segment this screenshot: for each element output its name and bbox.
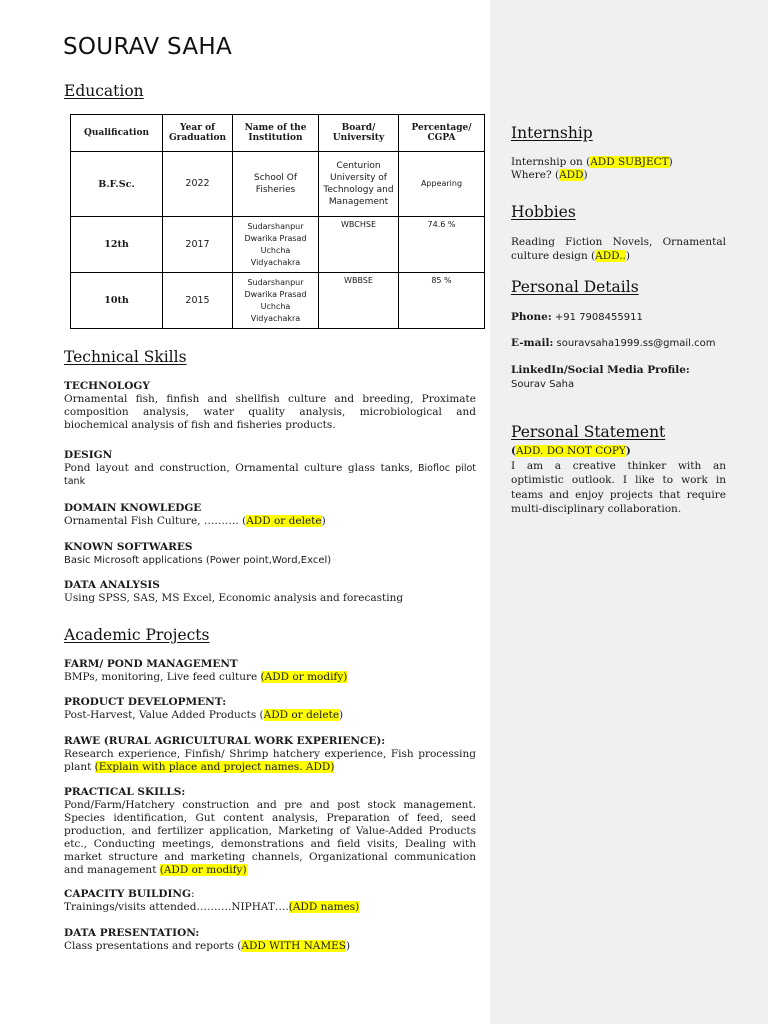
table-header-cell: Year of Graduation	[163, 115, 233, 152]
table-cell: 2017	[163, 217, 233, 273]
table-header-cell: Name of the Institution	[233, 115, 319, 152]
capacity-placeholder: (ADD names)	[288, 901, 360, 913]
domain-text: Ornamental Fish Culture, ………. (	[64, 515, 247, 527]
table-header-cell: Qualification	[71, 115, 163, 152]
domain-label: DOMAIN KNOWLEDGE	[64, 502, 202, 514]
internship-where-placeholder: ADD	[559, 169, 584, 181]
domain-close: )	[321, 515, 326, 527]
practical-label: PRACTICAL SKILLS:	[64, 786, 186, 798]
practical-block	[64, 786, 476, 877]
table-cell: 12th	[71, 217, 163, 273]
technical-skills-heading: Technical Skills	[64, 348, 187, 366]
farm-placeholder: (ADD or modify)	[260, 671, 348, 683]
rawe-text: Research experience, Finfish/ Shrimp hatchery experience, Fish processing plant	[64, 748, 476, 773]
product-text: Post-Harvest, Value Added Products (	[64, 709, 264, 721]
design-text: Pond layout and construction, Ornamental culture glass tanks,	[64, 462, 413, 474]
domain-block	[64, 502, 476, 528]
domain-placeholder: ADD or delete	[246, 515, 322, 527]
practical-text: Pond/Farm/Hatchery construction and pre and post stock management. Species identification, Gut content analysis, Preparation of feed, seed production, and fertilizer application, Marketing of Value-Added Products etc., Conducting meetings, demonstrations and field visits, Dealing with market structure and marketing channels, Organizational communication and management	[64, 799, 476, 876]
table-header-cell: Percentage/ CGPA	[399, 115, 485, 152]
statement-placeholder: ADD. DO NOT COPY	[515, 445, 626, 457]
phone-label: Phone:	[511, 311, 552, 323]
statement-open: (	[511, 445, 516, 457]
technology-label: TECHNOLOGY	[64, 380, 150, 392]
table-cell: 2022	[163, 152, 233, 217]
table-cell: 74.6 %	[399, 217, 485, 273]
product-placeholder: ADD or delete	[263, 709, 340, 721]
product-label: PRODUCT DEVELOPMENT:	[64, 696, 227, 708]
hobbies-block	[511, 235, 726, 263]
table-cell: 10th	[71, 273, 163, 329]
presentation-label: DATA PRESENTATION:	[64, 927, 200, 939]
hobbies-heading: Hobbies	[511, 203, 576, 221]
internship-heading: Internship	[511, 124, 593, 142]
email-label: E-mail:	[511, 337, 554, 349]
linkedin-value: Sourav Saha	[511, 379, 575, 390]
internship-subject-placeholder: ADD SUBJECT	[590, 156, 669, 168]
design-block	[64, 449, 476, 488]
statement-close: )	[625, 445, 631, 457]
product-close: )	[339, 709, 344, 721]
capacity-colon: :	[190, 888, 195, 900]
software-label: KNOWN SOFTWARES	[64, 541, 193, 553]
software-block	[64, 541, 476, 567]
table-header-cell: Board/ University	[319, 115, 399, 152]
design-text-extra: Biofloc pilot tank	[64, 463, 476, 487]
phone-line	[511, 310, 726, 325]
table-cell: B.F.Sc.	[71, 152, 163, 217]
academic-projects-heading: Academic Projects	[64, 626, 210, 644]
software-text: Basic Microsoft applications (Power point,Word,Excel)	[64, 555, 332, 566]
table-cell: Centurion University of Technology and Management	[319, 152, 399, 217]
table-cell: 2015	[163, 273, 233, 329]
education-table	[70, 114, 485, 329]
table-row	[71, 273, 485, 329]
farm-label: FARM/ POND MANAGEMENT	[64, 658, 238, 670]
candidate-name: SOURAV SAHA	[63, 34, 232, 60]
rawe-block	[64, 735, 476, 774]
linkedin-label: LinkedIn/Social Media Profile:	[511, 364, 690, 376]
presentation-block	[64, 927, 476, 953]
table-cell: Appearing	[399, 152, 485, 217]
rawe-placeholder: (Explain with place and project names. ADD)	[94, 761, 335, 773]
statement-text: I am a creative thinker with an optimistic outlook. I like to work in teams and enjoy projects that require multi-disciplinary collaboration.	[511, 459, 726, 515]
table-row	[71, 217, 485, 273]
presentation-text: Class presentations and reports (	[64, 940, 242, 952]
table-header-row	[71, 115, 485, 152]
email-value[interactable]: souravsaha1999.ss@gmail.com	[553, 338, 716, 349]
table-cell: 85 %	[399, 273, 485, 329]
internship-subject-text: Internship on (	[511, 156, 591, 168]
email-line	[511, 336, 726, 351]
presentation-placeholder: ADD WITH NAMES	[241, 940, 346, 952]
internship-close: )	[668, 156, 673, 168]
personal-statement-block	[511, 444, 726, 517]
presentation-close: )	[345, 940, 351, 952]
personal-statement-heading: Personal Statement	[511, 423, 666, 441]
technology-block	[64, 380, 476, 432]
capacity-label: CAPACITY BUILDING	[64, 888, 191, 900]
capacity-text: Trainings/visits attended……….NIPHAT….	[64, 901, 289, 913]
table-cell: Sudarshanpur Dwarika Prasad Uchcha Vidyachakra	[233, 217, 319, 273]
hobbies-close: )	[625, 250, 630, 262]
internship-where-text: Where? (	[511, 169, 560, 181]
personal-details-heading: Personal Details	[511, 278, 639, 296]
practical-placeholder: (ADD or modify)	[159, 864, 247, 876]
education-heading: Education	[64, 82, 144, 100]
farm-block	[64, 658, 476, 684]
linkedin-line	[511, 363, 726, 393]
rawe-label: RAWE (RURAL AGRICULTURAL WORK EXPERIENCE):	[64, 735, 386, 747]
product-block	[64, 696, 476, 722]
internship-block	[511, 155, 726, 182]
data-analysis-label: DATA ANALYSIS	[64, 579, 160, 591]
design-label: DESIGN	[64, 449, 113, 461]
data-analysis-text: Using SPSS, SAS, MS Excel, Economic analysis and forecasting	[64, 592, 404, 604]
table-row	[71, 152, 485, 217]
data-analysis-block	[64, 579, 476, 605]
technology-text: Ornamental fish, finfish and shellfish culture and breeding, Proximate composition analysis, water quality analysis, microbiological and biochemical analysis of fish and fisheries products.	[64, 393, 476, 431]
capacity-block	[64, 888, 476, 914]
phone-value: +91 7908455911	[551, 312, 643, 323]
farm-text: BMPs, monitoring, Live feed culture	[64, 671, 261, 683]
table-cell: School Of Fisheries	[233, 152, 319, 217]
table-cell: Sudarshanpur Dwarika Prasad Uchcha Vidyachakra	[233, 273, 319, 329]
table-cell: WBCHSE	[319, 217, 399, 273]
hobbies-placeholder: ADD..	[595, 250, 626, 262]
table-cell: WBBSE	[319, 273, 399, 329]
internship-where-close: )	[583, 169, 588, 181]
hobbies-text: Reading Fiction Novels, Ornamental culture design (	[511, 236, 726, 262]
